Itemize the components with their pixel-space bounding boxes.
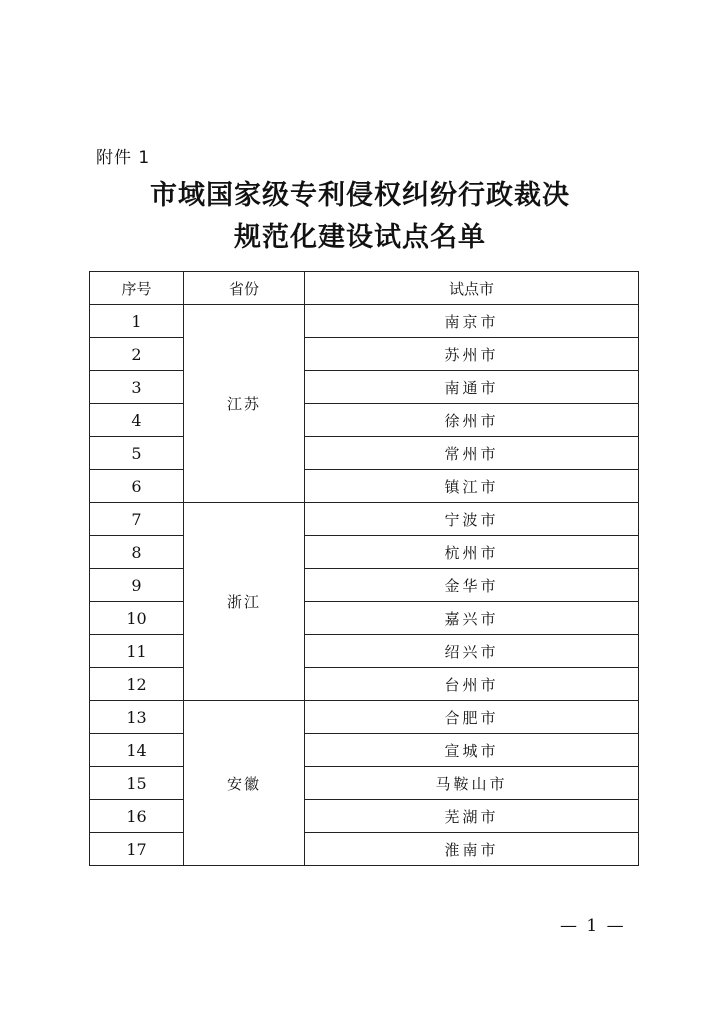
table-row	[90, 569, 639, 602]
table-row	[90, 701, 639, 734]
serial-number-cell: 6	[90, 470, 184, 503]
province-cell: 浙江	[184, 503, 305, 701]
table-header-row	[90, 272, 639, 305]
serial-number-cell: 8	[90, 536, 184, 569]
pilot-city-cell: 镇江市	[305, 470, 639, 503]
pilot-city-cell: 宣城市	[305, 734, 639, 767]
pilot-city-table	[89, 271, 639, 866]
table-row	[90, 635, 639, 668]
table-row	[90, 404, 639, 437]
pilot-city-cell: 淮南市	[305, 833, 639, 866]
table-row	[90, 536, 639, 569]
table-row	[90, 668, 639, 701]
table-row	[90, 800, 639, 833]
table-row	[90, 503, 639, 536]
header-pilot-city: 试点市	[305, 272, 639, 305]
pilot-city-cell: 南京市	[305, 305, 639, 338]
serial-number-cell: 12	[90, 668, 184, 701]
table-row	[90, 734, 639, 767]
pilot-city-cell: 绍兴市	[305, 635, 639, 668]
table-row	[90, 305, 639, 338]
header-province: 省份	[184, 272, 305, 305]
table-body	[90, 305, 639, 866]
serial-number-cell: 16	[90, 800, 184, 833]
attachment-label: 附件 1	[96, 148, 151, 168]
province-cell: 安徽	[184, 701, 305, 866]
page-number: — 1 —	[560, 916, 626, 936]
serial-number-cell: 14	[90, 734, 184, 767]
pilot-city-cell: 合肥市	[305, 701, 639, 734]
table-row	[90, 371, 639, 404]
serial-number-cell: 1	[90, 305, 184, 338]
pilot-city-cell: 常州市	[305, 437, 639, 470]
serial-number-cell: 9	[90, 569, 184, 602]
pilot-city-cell: 马鞍山市	[305, 767, 639, 800]
header-serial-number: 序号	[90, 272, 184, 305]
pilot-city-cell: 苏州市	[305, 338, 639, 371]
serial-number-cell: 3	[90, 371, 184, 404]
document-title-line-2: 规范化建设试点名单	[234, 222, 486, 253]
serial-number-cell: 7	[90, 503, 184, 536]
table-row	[90, 338, 639, 371]
table-row	[90, 437, 639, 470]
table-row	[90, 470, 639, 503]
serial-number-cell: 17	[90, 833, 184, 866]
table-row	[90, 833, 639, 866]
pilot-city-cell: 南通市	[305, 371, 639, 404]
serial-number-cell: 15	[90, 767, 184, 800]
pilot-city-cell: 芜湖市	[305, 800, 639, 833]
pilot-city-cell: 金华市	[305, 569, 639, 602]
table-row	[90, 767, 639, 800]
table-row	[90, 602, 639, 635]
serial-number-cell: 10	[90, 602, 184, 635]
serial-number-cell: 13	[90, 701, 184, 734]
province-cell: 江苏	[184, 305, 305, 503]
pilot-city-cell: 嘉兴市	[305, 602, 639, 635]
serial-number-cell: 4	[90, 404, 184, 437]
pilot-city-cell: 宁波市	[305, 503, 639, 536]
pilot-city-cell: 台州市	[305, 668, 639, 701]
pilot-city-cell: 徐州市	[305, 404, 639, 437]
serial-number-cell: 2	[90, 338, 184, 371]
serial-number-cell: 11	[90, 635, 184, 668]
serial-number-cell: 5	[90, 437, 184, 470]
pilot-city-cell: 杭州市	[305, 536, 639, 569]
document-title-line-1: 市域国家级专利侵权纠纷行政裁决	[150, 180, 570, 211]
